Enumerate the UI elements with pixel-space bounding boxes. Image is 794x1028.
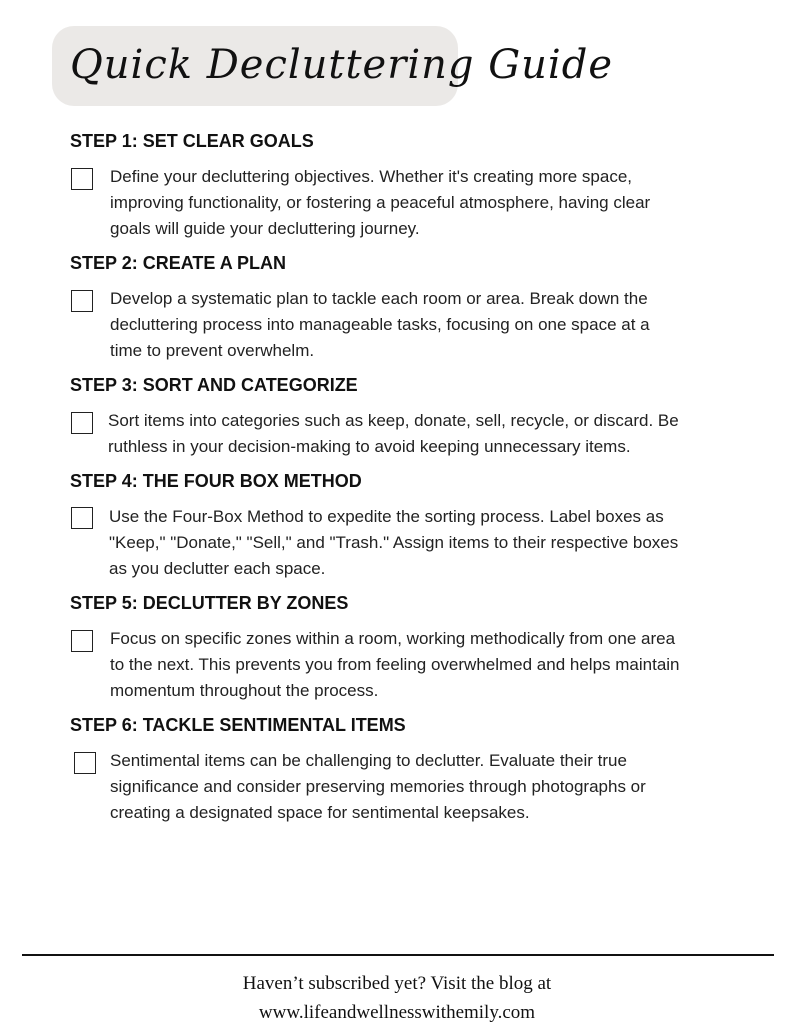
description-line: improving functionality, or fostering a peaceful atmosphere, having clear (110, 193, 651, 212)
step-heading: STEP 3: SORT AND CATEGORIZE (70, 375, 358, 395)
description-line: Use the Four-Box Method to expedite the sorting process. Label boxes as (109, 507, 664, 526)
footer-blog-link[interactable]: www.lifeandwellnesswithemily.com (258, 1002, 536, 1023)
description-line: goals will guide your decluttering journey. (110, 219, 420, 238)
step-description (110, 626, 730, 704)
step-heading: STEP 1: SET CLEAR GOALS (70, 131, 314, 151)
description-line: Focus on specific zones within a room, working methodically from one area (110, 629, 676, 648)
description-line: Sort items into categories such as keep, donate, sell, recycle, or discard. Be (108, 411, 679, 430)
step-4-checkbox[interactable] (71, 507, 93, 529)
step-6-checkbox[interactable] (74, 752, 96, 774)
page-title: Quick Decluttering Guide (70, 42, 614, 88)
footer-divider (22, 954, 774, 956)
description-line: significance and consider preserving memories through photographs or (110, 777, 646, 796)
step-description (108, 408, 728, 460)
description-line: as you declutter each space. (109, 559, 326, 578)
step-heading: STEP 2: CREATE A PLAN (70, 253, 287, 273)
step-5-checkbox[interactable] (71, 630, 93, 652)
description-line: Sentimental items can be challenging to declutter. Evaluate their true (110, 751, 627, 770)
step-2-checkbox[interactable] (71, 290, 93, 312)
description-line: "Keep," "Donate," "Sell," and "Trash." Assign items to their respective boxes (109, 533, 679, 552)
description-line: time to prevent overwhelm. (110, 341, 315, 360)
step-description (109, 504, 729, 582)
step-heading: STEP 5: DECLUTTER BY ZONES (70, 593, 349, 613)
step-heading: STEP 6: TACKLE SENTIMENTAL ITEMS (70, 715, 406, 735)
description-line: to the next. This prevents you from feeling overwhelmed and helps maintain (110, 655, 680, 674)
step-description (110, 286, 730, 364)
description-line: momentum throughout the process. (110, 681, 379, 700)
description-line: creating a designated space for sentimental keepsakes. (110, 803, 530, 822)
step-3-checkbox[interactable] (71, 412, 93, 434)
footer-subscribe-text: Haven’t subscribed yet? Visit the blog at (242, 973, 552, 994)
description-line: Define your decluttering objectives. Whether it's creating more space, (110, 167, 632, 186)
step-1-checkbox[interactable] (71, 168, 93, 190)
description-line: ruthless in your decision-making to avoid keeping unnecessary items. (108, 437, 631, 456)
description-line: decluttering process into manageable tasks, focusing on one space at a (110, 315, 650, 334)
description-line: Develop a systematic plan to tackle each room or area. Break down the (110, 289, 648, 308)
step-description (110, 748, 730, 826)
step-heading: STEP 4: THE FOUR BOX METHOD (70, 471, 362, 491)
title-banner (52, 26, 614, 106)
step-description (110, 164, 730, 242)
